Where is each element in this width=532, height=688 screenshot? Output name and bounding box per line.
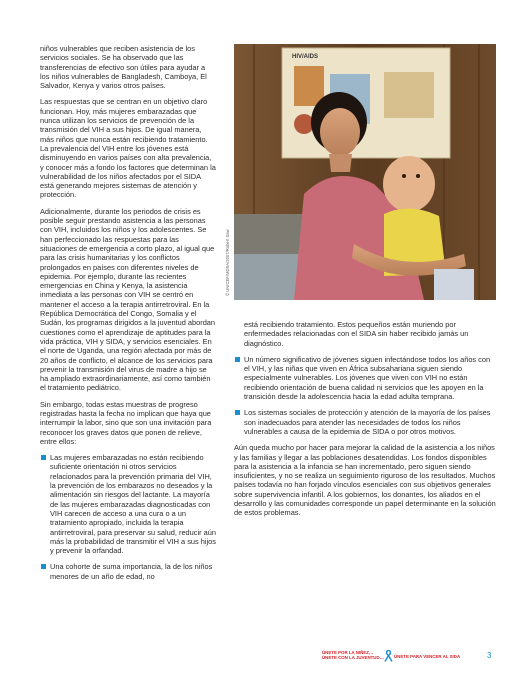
campaign-logo-text: ÚNETE PARA VENCER AL SIDA (394, 654, 461, 659)
paragraph: Adicionalmente, durante los periodos de crisis es posible seguir prestando asistencia a las personas con VIH, incluidos los niños y los adolescentes. Se han perfeccionado las respuestas para las situaciones de emergencia a corto plazo, al igual que para las crisis humanitarias y los conflictos prolongados en países con diferentes niveles de epidemia. Por ejemplo, durante las recientes emergencias en China y Kenya, la asistencia inmediata a las personas con VIH se centró en mantener el acceso a la terapia antirretroviral. En la República Democrática del Congo, Somalia y el Sudán, los programas dirigidos a la juventud abordan cuestiones como el aprendizaje de aptitudes para la vida práctica, VIH y SIDA, y servicios esenciales. En el norte de Uganda, una región afectada por más de 20 años de conflicto, el alcance de los servicios para prevenir la transmisión del virus de madre a hijo se ha ampliado extraordinariamente, así como también el tratamiento pediátrico. (40, 206, 216, 393)
paragraph: Las respuestas que se centran en un objetivo claro funcionan. Hoy, más mujeres embarazadas que nunca utilizan los servicios de prevención de la transmisión del VIH a sus hijos. De igual manera, más niños que nunca están recibiendo tratamiento. La prevalencia del VIH entre los jóvenes está disminuyendo en varios países con alta prevalencia, y conocer más a fondo los factores que determinan la vulnerabilidad de los niños afectados por el SIDA está generando mejores sistemas de atención y protección. (40, 97, 216, 200)
poster-text: HIV/AIDS (292, 54, 319, 60)
list-item: Las mujeres embarazadas no están recibiendo suficiente orientación ni otros servicios relacionados para la prevención primaria del VIH, la prevención de los embarazos no deseados y la alimentación sin riesgos del lactante. La mayoría de las mujeres embarazadas diagnosticadas con VIH carecen de acceso a una cura o a un tratamiento apropiado, incluida la terapia antirretroviral, para preservar su salud, reducir aún más la probabilidad de transmitir el VIH a sus hijos y prevenir la orfandad. (40, 453, 216, 555)
campaign-logo-text (322, 650, 384, 660)
right-column (234, 320, 496, 525)
bullet-list (40, 453, 216, 581)
page-number: 3 (487, 651, 492, 660)
paragraph: Aún queda mucho por hacer para mejorar la calidad de la asistencia a los niños y las familias y llegar a las poblaciones desatendidas. Los fondos disponibles para la asistencia a la infancia se han incrementado, pero siguen siendo insuficientes, y no se realiza un seguimiento riguroso de los resultados. Muchos países todavía no han forjado vínculos esenciales con sus objetivos generales sobre supervivencia infantil. A los gobiernos, los donantes, los aliados en el desarrollo y las comunidades corresponde un papel determinante en la solución de estos problemas. (234, 443, 496, 518)
logo-line: ÚNETE POR LA NIÑEZ… (322, 650, 374, 655)
list-item: Los sistemas sociales de protección y atención de la mayoría de los países son inadecuados para atender las necesidades de todos los niños vulnerables a causa de la epidemia de SIDA o por otros motivos. (234, 408, 496, 436)
aids-ribbon-icon (384, 650, 393, 662)
list-item: Un número significativo de jóvenes siguen infectándose todos los años con el VIH, y las niñas que viven en África subsahariana siguen siendo especialmente vulnerables. Los jóvenes que viven con VIH no están recibiendo orientación de buena calidad ni servicios que les apoyen en la transición desde la adolescencia hacia la edad adulta temprana. (234, 355, 496, 401)
paragraph: Sin embargo, todas estas muestras de progreso registradas hasta la fecha no implican que haya que interrumpir la labor, sino que son una invitación para reconocer los graves datos que ponen de relieve, entre ellos: (40, 399, 212, 446)
photo-mother-and-child (234, 44, 496, 300)
list-item: Una cohorte de suma importancia, la de los niños menores de un año de edad, no (40, 562, 216, 581)
photo-illustration (234, 44, 496, 300)
logo-line: ÚNETE CON LA JUVENTUD… (322, 655, 385, 661)
left-column (40, 44, 216, 588)
paragraph: está recibiendo tratamiento. Estos pequeños están muriendo por enfermedades relacionadas con el SIDA sin haber recibido jamás un diagnóstico. (244, 320, 469, 348)
paragraph: niños vulnerables que reciben asistencia de los servicios sociales. Se ha observado que las transferencias de efectivo son útiles para ayudar a los niños vulnerables de Bangladesh, Camboya, El Salvador, Kenya y varios otros países. (40, 44, 207, 91)
bullet-list (234, 355, 496, 436)
photo-credit: © UNICEF/MDSA/2007/Robert Saw (225, 229, 230, 296)
